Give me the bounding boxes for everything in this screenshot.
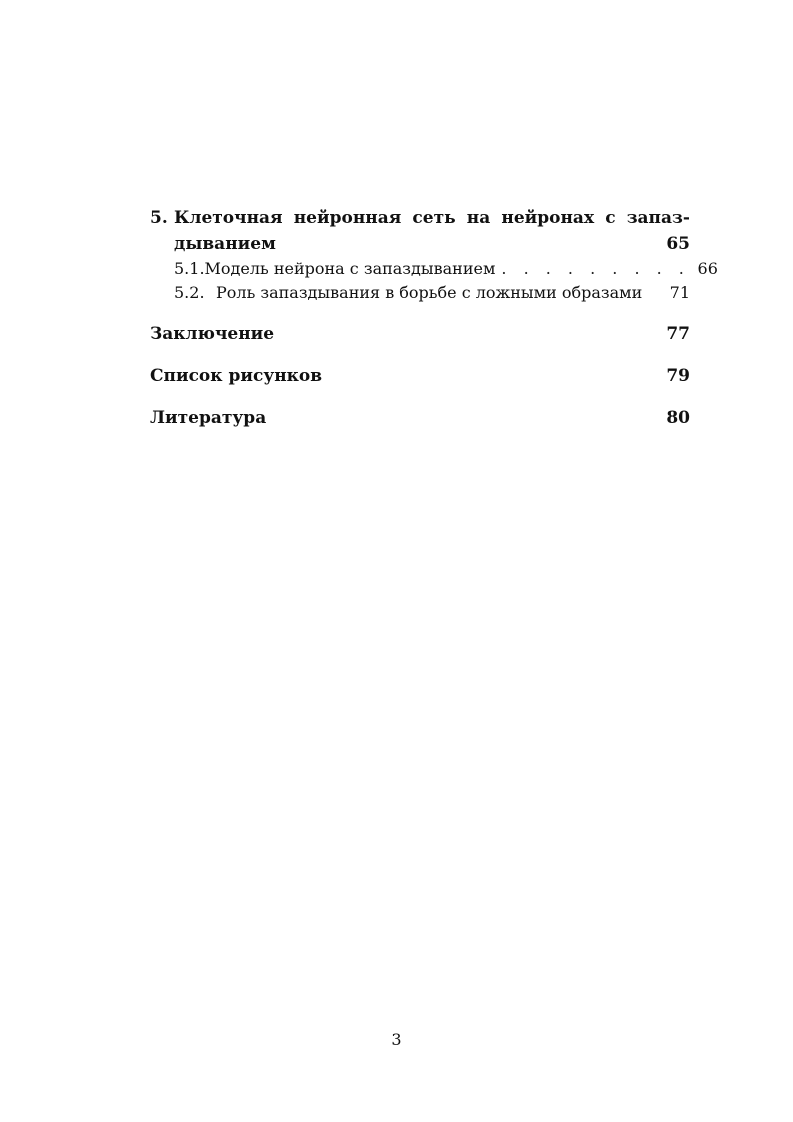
page-number: 3: [391, 1030, 402, 1049]
chapter-title-line-2: [150, 231, 690, 257]
chapter-title-word: сеть: [412, 208, 456, 228]
entry-page-number: 77: [666, 324, 690, 344]
entry-title: Список рисунков: [150, 366, 323, 386]
chapter-title-word: нейронах: [501, 208, 595, 228]
toc-section-5-2[interactable]: [150, 281, 690, 305]
chapter-page-number: 65: [666, 234, 690, 254]
entry-title: Заключение: [150, 324, 275, 344]
section-number: 5.2.: [174, 283, 205, 302]
toc-entry-literature[interactable]: [150, 405, 690, 431]
chapter-title-word: с: [605, 208, 616, 228]
chapter-title-word: запаз-: [626, 208, 690, 228]
chapter-number: 5.: [150, 208, 168, 228]
toc-section-5-1[interactable]: [150, 257, 718, 281]
toc-chapter-5[interactable]: [150, 205, 690, 257]
section-title: Роль запаздывания в борьбе с ложными образами: [216, 283, 643, 302]
chapter-title-words: [174, 205, 690, 231]
entry-title: Литература: [150, 408, 267, 428]
chapter-title-continuation: дыванием: [174, 234, 276, 254]
chapter-title-word: нейронная: [293, 208, 402, 228]
section-number: 5.1.: [174, 259, 205, 278]
section-page-number: 71: [669, 283, 690, 302]
toc-entry-conclusion[interactable]: [150, 321, 690, 347]
chapter-title-word: на: [466, 208, 491, 228]
section-leader-dots: . . . . . . . . .: [501, 259, 690, 278]
chapter-title-word: Клеточная: [174, 208, 283, 228]
table-of-contents: [150, 205, 718, 431]
entry-page-number: 79: [666, 366, 690, 386]
entry-page-number: 80: [666, 408, 690, 428]
toc-entry-figures[interactable]: [150, 363, 690, 389]
section-title: Модель нейрона с запаздыванием: [204, 259, 496, 278]
chapter-title-line-1: [150, 205, 690, 231]
section-page-number: 66: [697, 259, 718, 278]
